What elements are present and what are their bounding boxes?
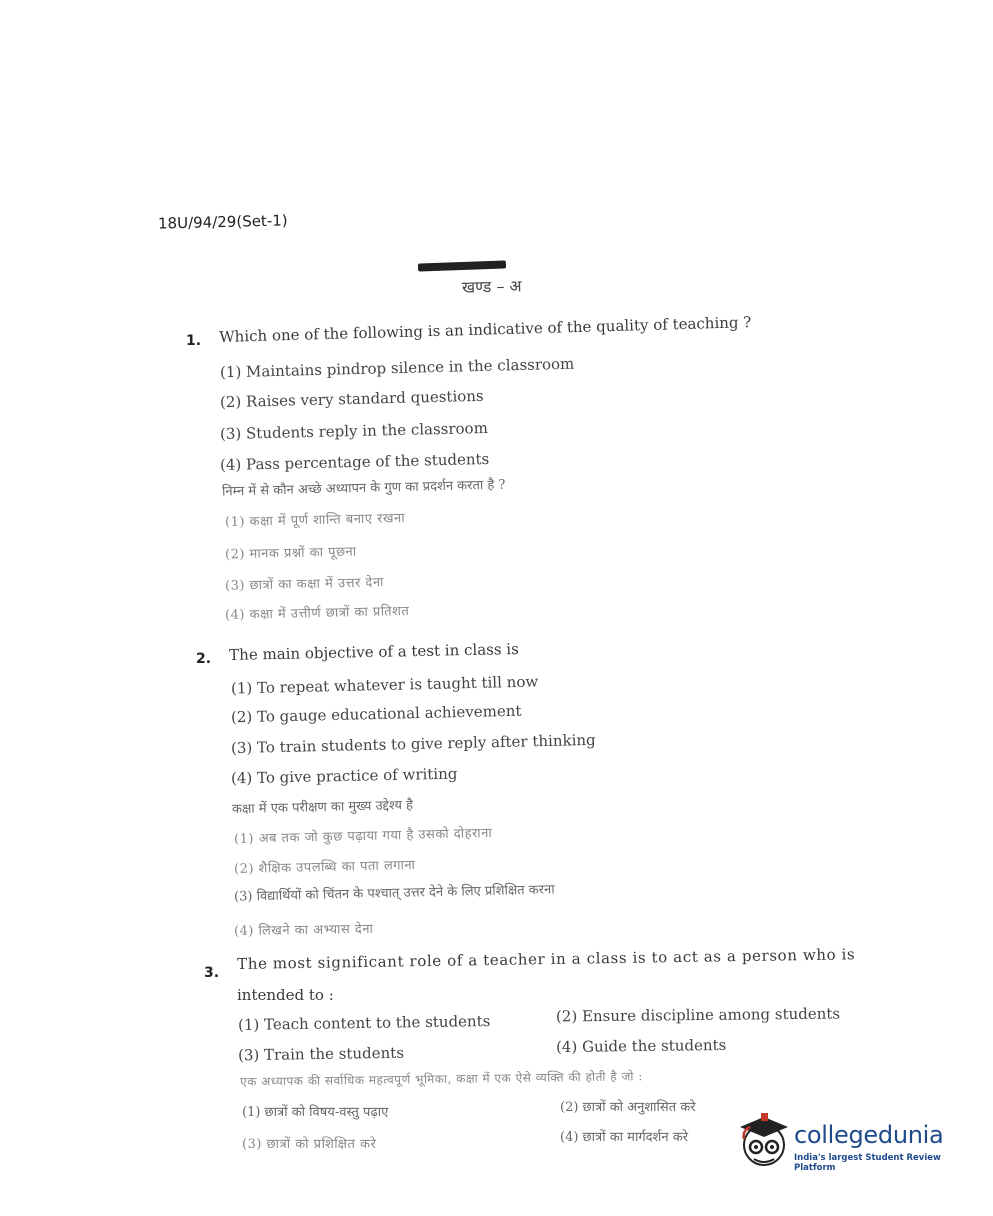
section-heading: खण्ड – अ — [461, 276, 522, 297]
option: (3) Students reply in the classroom — [219, 418, 489, 444]
question-text: Which one of the following is an indicative of the quality of teaching ? — [219, 313, 752, 346]
question-text-line-2: intended to : — [237, 986, 334, 1004]
option-hindi: (1) अब तक जो कुछ पढ़ाया गया है उसको दोहराना — [233, 825, 493, 848]
brand-tagline: India's largest Student Review Platform — [794, 1153, 941, 1173]
question-number: 1. — [186, 333, 202, 349]
option: (3) To train students to give reply after thinking — [230, 730, 596, 758]
brand-name: collegedunia — [794, 1121, 944, 1149]
question-text: The main objective of a test in class is — [229, 639, 520, 664]
option: (4) Pass percentage of the students — [219, 449, 490, 475]
option: (1) Teach content to the students — [237, 1012, 491, 1034]
option: (1) To repeat whatever is taught till now — [230, 672, 539, 698]
option: (4) To give practice of writing — [230, 764, 458, 788]
question-text-hindi: एक अध्यापक की सर्वाधिक महत्वपूर्ण भूमिका, कक्षा में एक ऐसे व्यक्ति की होती है जो : — [239, 1069, 643, 1089]
option-hindi: (2) मानक प्रश्नों का पूछना — [224, 544, 357, 563]
graduate-mascot-icon — [734, 1109, 792, 1173]
option: (4) Guide the students — [555, 1035, 727, 1057]
option-hindi: (4) कक्षा में उत्तीर्ण छात्रों का प्रतिशत — [224, 603, 410, 624]
option: (2) Raises very standard questions — [219, 386, 484, 412]
option: (3) Train the students — [237, 1043, 405, 1065]
option-hindi: (3) छात्रों का कक्षा में उत्तर देना — [224, 575, 385, 594]
question-number: 2. — [196, 651, 212, 667]
option-hindi: (1) कक्षा में पूर्ण शान्ति बनाए रखना — [224, 510, 406, 531]
option-hindi: (1) छात्रों को विषय-वस्तु पढ़ाए — [242, 1105, 389, 1120]
option: (2) To gauge educational achievement — [230, 701, 522, 727]
option-hindi: (4) लिखने का अभ्यास देना — [233, 921, 374, 940]
option-hindi: (3) विद्यार्थियों को चिंतन के पश्चात् उत्तर देने के लिए प्रशिक्षित करना — [233, 882, 555, 905]
question-number: 3. — [204, 965, 220, 981]
option: (1) Maintains pindrop silence in the classroom — [219, 354, 575, 382]
option-hindi: (3) छात्रों को प्रशिक्षित करे — [242, 1137, 377, 1152]
option: (2) Ensure discipline among students — [555, 1004, 841, 1026]
paper-code: 18U/94/29(Set-1) — [157, 211, 288, 233]
question-text-hindi: कक्षा में एक परीक्षण का मुख्य उद्देश्य है — [231, 797, 414, 818]
collegedunia-watermark — [734, 1109, 964, 1173]
option-hindi: (2) छात्रों को अनुशासित करे — [560, 1100, 696, 1115]
question-text-hindi: निम्न में से कौन अच्छे अध्यापन के गुण का प्रदर्शन करता है ? — [221, 477, 506, 500]
option-hindi: (2) शैक्षिक उपलब्धि का पता लगाना — [233, 857, 416, 878]
option-hindi: (4) छात्रों का मार्गदर्शन करे — [560, 1130, 689, 1145]
question-text-line-1: The most significant role of a teacher in a class is to act as a person who is — [237, 945, 856, 973]
section-heading-smudge — [418, 260, 506, 271]
